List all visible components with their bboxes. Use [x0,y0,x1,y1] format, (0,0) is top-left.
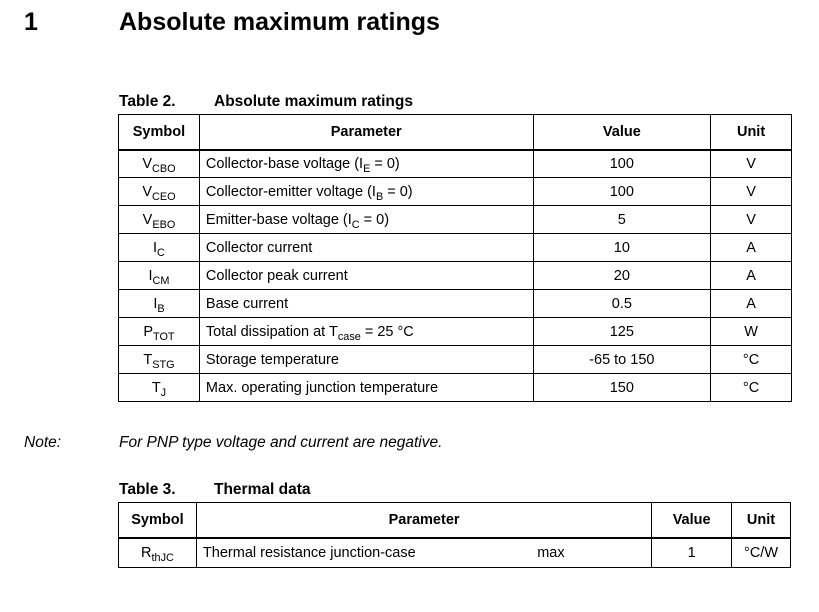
table-row [119,262,792,290]
section-number: 1 [24,8,38,36]
parameter-text: Total dissipation at T [205,323,338,340]
symbol-subscript: STG [152,358,175,371]
parameter-suffix: = 0) [370,155,400,172]
symbol-subscript: thJC [151,551,174,564]
parameter-cell [199,178,533,206]
header-value: Value [533,115,711,150]
value-cell: 5 [533,206,711,234]
table-header-row [119,115,792,150]
table-2-caption [119,93,413,111]
parameter-text: Max. operating junction temperature [205,379,439,396]
table-header-row [119,503,791,538]
header-symbol: Symbol [119,503,197,538]
value-cell: 125 [533,318,711,346]
note-text: For PNP type voltage and current are negative. [119,434,443,451]
symbol-base: T [151,379,161,396]
symbol-subscript: J [160,386,167,399]
symbol-base: P [143,323,154,340]
unit-cell: A [711,262,792,290]
value-cell: 0.5 [533,290,711,318]
unit-cell: °C [711,374,792,402]
table-row [119,346,792,374]
unit-cell: A [711,234,792,262]
parameter-text: Collector-emitter voltage (I [205,183,376,200]
unit-cell: V [711,178,792,206]
symbol-cell [119,150,200,178]
value-cell: 20 [533,262,711,290]
parameter-text: Collector-base voltage (I [205,155,364,172]
header-parameter: Parameter [199,115,533,150]
value-cell: 10 [533,234,711,262]
parameter-cell [196,538,651,568]
table-row [119,290,792,318]
symbol-cell [119,178,200,206]
parameter-cell [199,318,533,346]
value-cell: 150 [533,374,711,402]
parameter-cell [199,290,533,318]
symbol-subscript: CM [152,274,170,287]
symbol-subscript: TOT [153,330,175,343]
header-parameter: Parameter [196,503,651,538]
parameter-text: Emitter-base voltage (I [205,211,352,228]
table-2-caption-title: Absolute maximum ratings [214,93,413,110]
parameter-suffix: = 0) [359,211,390,228]
value-cell: 100 [533,178,711,206]
parameter-subscript: E [363,162,371,175]
symbol-cell [119,538,197,568]
symbol-subscript: CEO [152,190,176,203]
header-unit: Unit [732,503,791,538]
value-cell: 1 [652,538,732,568]
parameter-text: Collector current [205,239,313,256]
symbol-cell [119,206,200,234]
table-3-caption-number: Table 3. [119,481,176,498]
unit-cell: V [711,206,792,234]
symbol-subscript: CBO [152,162,176,175]
symbol-cell [119,318,200,346]
header-unit: Unit [711,115,792,150]
symbol-base: I [153,239,158,256]
symbol-base: V [142,211,153,228]
absolute-maximum-ratings-table [118,114,792,402]
table-row [119,150,792,178]
header-value: Value [652,503,732,538]
parameter-text: Storage temperature [205,351,339,368]
table-row [119,206,792,234]
parameter-cell [199,206,533,234]
symbol-subscript: C [157,246,165,259]
symbol-cell [119,374,200,402]
note-label: Note: [24,434,62,451]
parameter-qualifier: max [537,544,565,561]
symbol-subscript: EBO [152,218,176,231]
parameter-cell [199,346,533,374]
table-row [119,538,791,568]
table-3-caption [119,481,310,499]
table-2-caption-number: Table 2. [119,93,176,110]
unit-cell: A [711,290,792,318]
symbol-base: T [143,351,153,368]
parameter-wrap [203,545,645,561]
header-symbol: Symbol [119,115,200,150]
symbol-cell [119,290,200,318]
value-cell: 100 [533,150,711,178]
symbol-base: V [142,183,153,200]
symbol-base: I [148,267,153,284]
parameter-text: Thermal resistance junction-case [202,544,416,561]
symbol-base: R [141,544,152,561]
symbol-cell [119,262,200,290]
table-3-caption-title: Thermal data [214,481,311,498]
parameter-cell [199,234,533,262]
parameter-suffix: = 0) [383,183,413,200]
table-row [119,234,792,262]
table-row [119,374,792,402]
value-cell: -65 to 150 [533,346,711,374]
symbol-subscript: B [157,302,165,315]
section-title: Absolute maximum ratings [119,8,440,36]
parameter-cell [199,374,533,402]
symbol-cell [119,346,200,374]
table-row [119,178,792,206]
parameter-subscript: B [375,190,384,203]
symbol-base: V [142,155,153,172]
unit-cell: W [711,318,792,346]
parameter-text: Collector peak current [205,267,348,284]
parameter-text: Base current [205,295,289,312]
unit-cell: V [711,150,792,178]
parameter-suffix: = 25 °C [360,323,414,340]
parameter-subscript: case [337,330,361,343]
symbol-cell [119,234,200,262]
parameter-subscript: C [351,218,360,231]
unit-cell: °C/W [732,538,791,568]
table-row [119,318,792,346]
unit-cell: °C [711,346,792,374]
symbol-base: I [153,295,158,312]
parameter-cell [199,262,533,290]
parameter-cell [199,150,533,178]
thermal-data-table [118,502,791,568]
